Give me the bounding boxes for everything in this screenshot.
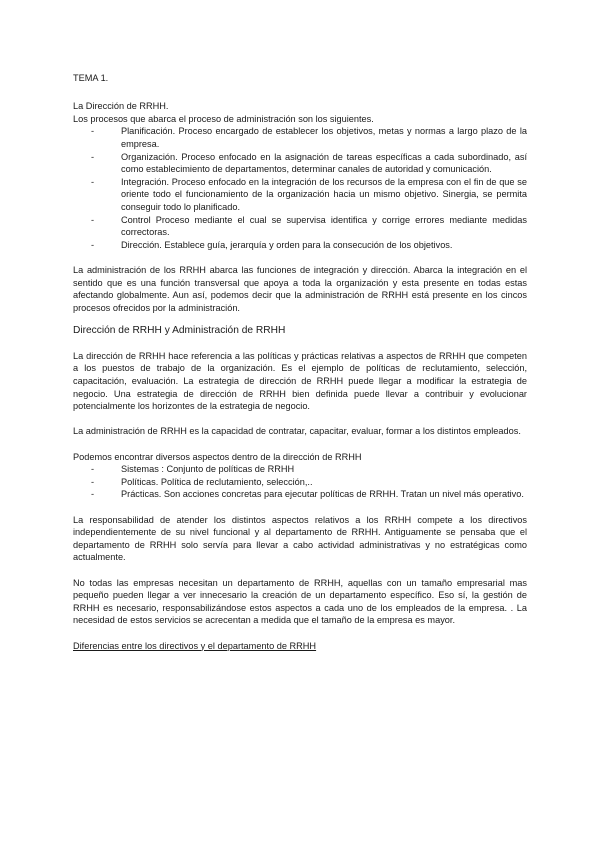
list-item: - Sistemas : Conjunto de políticas de RRHH [111, 463, 527, 476]
list-item: - Integración. Proceso enfocado en la integración de los recursos de la empresa con el fin de que se oriente todo el funcionamiento de la organización hacia un mismo objetivo. Sinergia, se permita conseguir todo lo planificado. [111, 176, 527, 214]
paragraph: La administración de RRHH es la capacidad de contratar, capacitar, evaluar, formar a los distintos empleados. [73, 426, 521, 437]
section-heading-diferencias: Diferencias entre los directivos y el departamento de RRHH [73, 640, 317, 651]
list-item: - Control Proceso mediante el cual se supervisa identifica y corrige errores mediante medidas correctoras. [111, 214, 527, 239]
list-item: - Dirección. Establece guía, jerarquía y orden para la consecución de los objetivos. [111, 239, 527, 252]
process-list [73, 125, 527, 251]
section-heading-direccion-administracion: Dirección de RRHH y Administración de RRHH [73, 325, 286, 337]
list-item: - Políticas. Política de reclutamiento, selección,.. [111, 476, 527, 489]
list-item: - Planificación. Proceso encargado de establecer los objetivos, metas y normas a largo plazo de la empresa. [111, 125, 527, 150]
intro-paragraph: Los procesos que abarca el proceso de administración son los siguientes. [73, 113, 374, 124]
paragraph: No todas las empresas necesitan un departamento de RRHH, aquellas con un tamaño empresarial mas pequeño pueden llegar a ver innecesario la creación de un departamento específico. Eso sí, la gestión de RRHH es necesario, responsabilizándose estos aspectos a cada uno de los empleados de la empresa. . La necesidad de estos servicios se acrecentan a medida que el tamaño de la empresa es mayor. [73, 577, 527, 626]
paragraph: La dirección de RRHH hace referencia a las políticas y prácticas relativas a aspectos de RRHH que competen a los puestos de trabajo de la organización. Es el ejemplo de políticas de reclutamiento, selección, capacitación, evaluación. La estrategia de dirección de RRHH puede llegar a modificar la estrategia de negocio. Una estrategia de dirección de RRHH bien definida puede llevar a contribuir y evolucionar potencialmente los horizontes de la estrategia de negocio. [73, 350, 527, 412]
aspects-list [73, 463, 527, 501]
aspects-intro: Podemos encontrar diversos aspectos dentro de la dirección de RRHH [73, 451, 362, 462]
paragraph: La administración de los RRHH abarca las funciones de integración y dirección. Abarca la integración en el sentido que es una función transversal que apoya a toda la organización y esta presente en todas estas afectando globalmente. Aun así, podemos decir que la administración de RRHH está presente en los cincos procesos ofrecidos por la administración. [73, 264, 527, 313]
list-item: - Organización. Proceso enfocado en la asignación de tareas específicas a cada subordinado, así como establecimiento de departamentos, determinar canales de autoridad y comunicación. [111, 151, 527, 176]
list-item: - Prácticas. Son acciones concretas para ejecutar políticas de RRHH. Tratan un nivel más operativo. [111, 488, 527, 501]
paragraph: La responsabilidad de atender los distintos aspectos relativos a los RRHH compete a los directivos independientemente de su nivel funcional y al departamento de RRHH. Antiguamente se pensaba que el departamento de RRHH solo servía para llevar a cabo actividad administrativas y no estratégicas como actualmente. [73, 514, 527, 563]
doc-title: TEMA 1. [73, 73, 109, 83]
section-heading-direccion: La Dirección de RRHH. [73, 101, 169, 112]
